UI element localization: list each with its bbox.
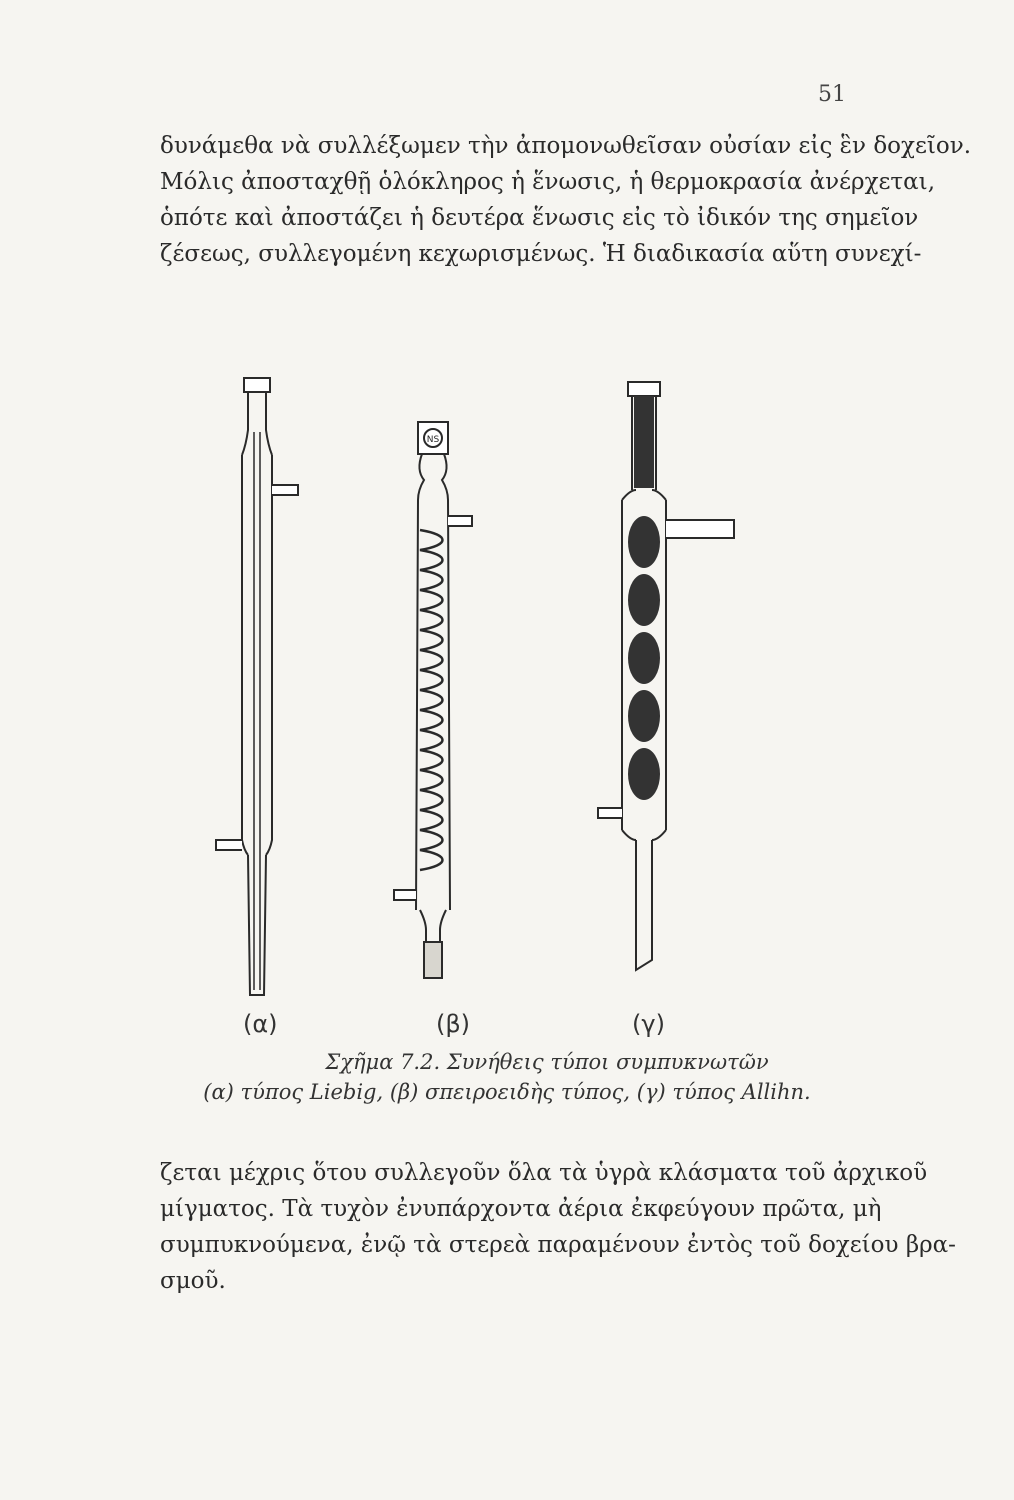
allihn-side-arm-top: [666, 520, 734, 538]
liebig-condenser: [216, 378, 298, 995]
paragraph-top: [160, 128, 972, 272]
allihn-bulb: [628, 690, 660, 742]
figure-caption-title: Σχῆμα 7.2. Συνήθεις τύποι συμπυκνωτῶν: [325, 1050, 769, 1074]
allihn-top-rim: [628, 382, 660, 396]
allihn-bulb: [628, 516, 660, 568]
text-line: σμοῦ.: [160, 1268, 226, 1294]
coil-jacket: [416, 500, 450, 910]
page-number: 51: [818, 82, 846, 107]
text-line: δυνάμεθα νὰ συλλέξωμεν τὴν ἀπομονωθεῖσαν οὐσίαν εἰς ἓν δοχεῖον.: [160, 133, 972, 159]
allihn-condenser: [598, 382, 734, 970]
liebig-jacket: [242, 455, 272, 855]
figure-caption-description: (α) τύπος Liebig, (β) σπειροειδὴς τύπος, (γ) τύπος Allihn.: [203, 1080, 811, 1104]
coil-condenser: [394, 422, 472, 978]
liebig-top-rim: [244, 378, 270, 392]
condenser-figure: [160, 370, 860, 1030]
coil-spiral: [420, 530, 443, 870]
allihn-bulbs: [628, 516, 660, 800]
text-line: Μόλις ἀποσταχθῇ ὁλόκληρος ἡ ἕνωσις, ἡ θερμοκρασία ἀνέρχεται,: [160, 169, 936, 195]
allihn-drip-tube: [636, 840, 652, 970]
coil-side-arm-bottom: [394, 890, 416, 900]
coil-side-arm-top: [448, 516, 472, 526]
coil-stopper-mark: NS: [426, 435, 440, 445]
figure-label-a: (α): [243, 1010, 278, 1038]
text-line: ζεται μέχρις ὅτου συλλεγοῦν ὅλα τὰ ὑγρὰ κλάσματα τοῦ ἀρχικοῦ: [160, 1160, 928, 1186]
figure-label-c: (γ): [632, 1010, 665, 1038]
allihn-bulb: [628, 632, 660, 684]
text-line: ὁπότε καὶ ἀποστάζει ἡ δευτέρα ἕνωσις εἰς τὸ ἰδικόν της σημεῖον: [160, 205, 919, 231]
liebig-lower-tube: [248, 855, 266, 995]
coil-lower-neck: [420, 910, 446, 942]
condenser-illustration: [160, 370, 860, 1030]
liebig-side-arm-bottom: [216, 840, 242, 850]
text-line: συμπυκνούμενα, ἐνῷ τὰ στερεὰ παραμένουν ἐντὸς τοῦ δοχείου βρα-: [160, 1232, 956, 1258]
text-line: ζέσεως, συλλεγομένη κεχωρισμένως. Ἡ διαδικασία αὕτη συνεχί-: [160, 241, 922, 267]
text-line: μίγματος. Τὰ τυχὸν ἐνυπάρχοντα ἀέρια ἐκφεύγουν πρῶτα, μὴ: [160, 1196, 882, 1222]
liebig-side-arm-top: [272, 485, 298, 495]
paragraph-bottom: [160, 1155, 956, 1299]
coil-neck: [418, 454, 448, 500]
allihn-upper-tube-fill: [634, 396, 654, 488]
allihn-side-arm-bottom: [598, 808, 622, 818]
allihn-bulb: [628, 748, 660, 800]
coil-ground-joint: [424, 942, 442, 978]
liebig-neck: [242, 392, 272, 455]
allihn-bulb: [628, 574, 660, 626]
figure-label-b: (β): [436, 1010, 471, 1038]
